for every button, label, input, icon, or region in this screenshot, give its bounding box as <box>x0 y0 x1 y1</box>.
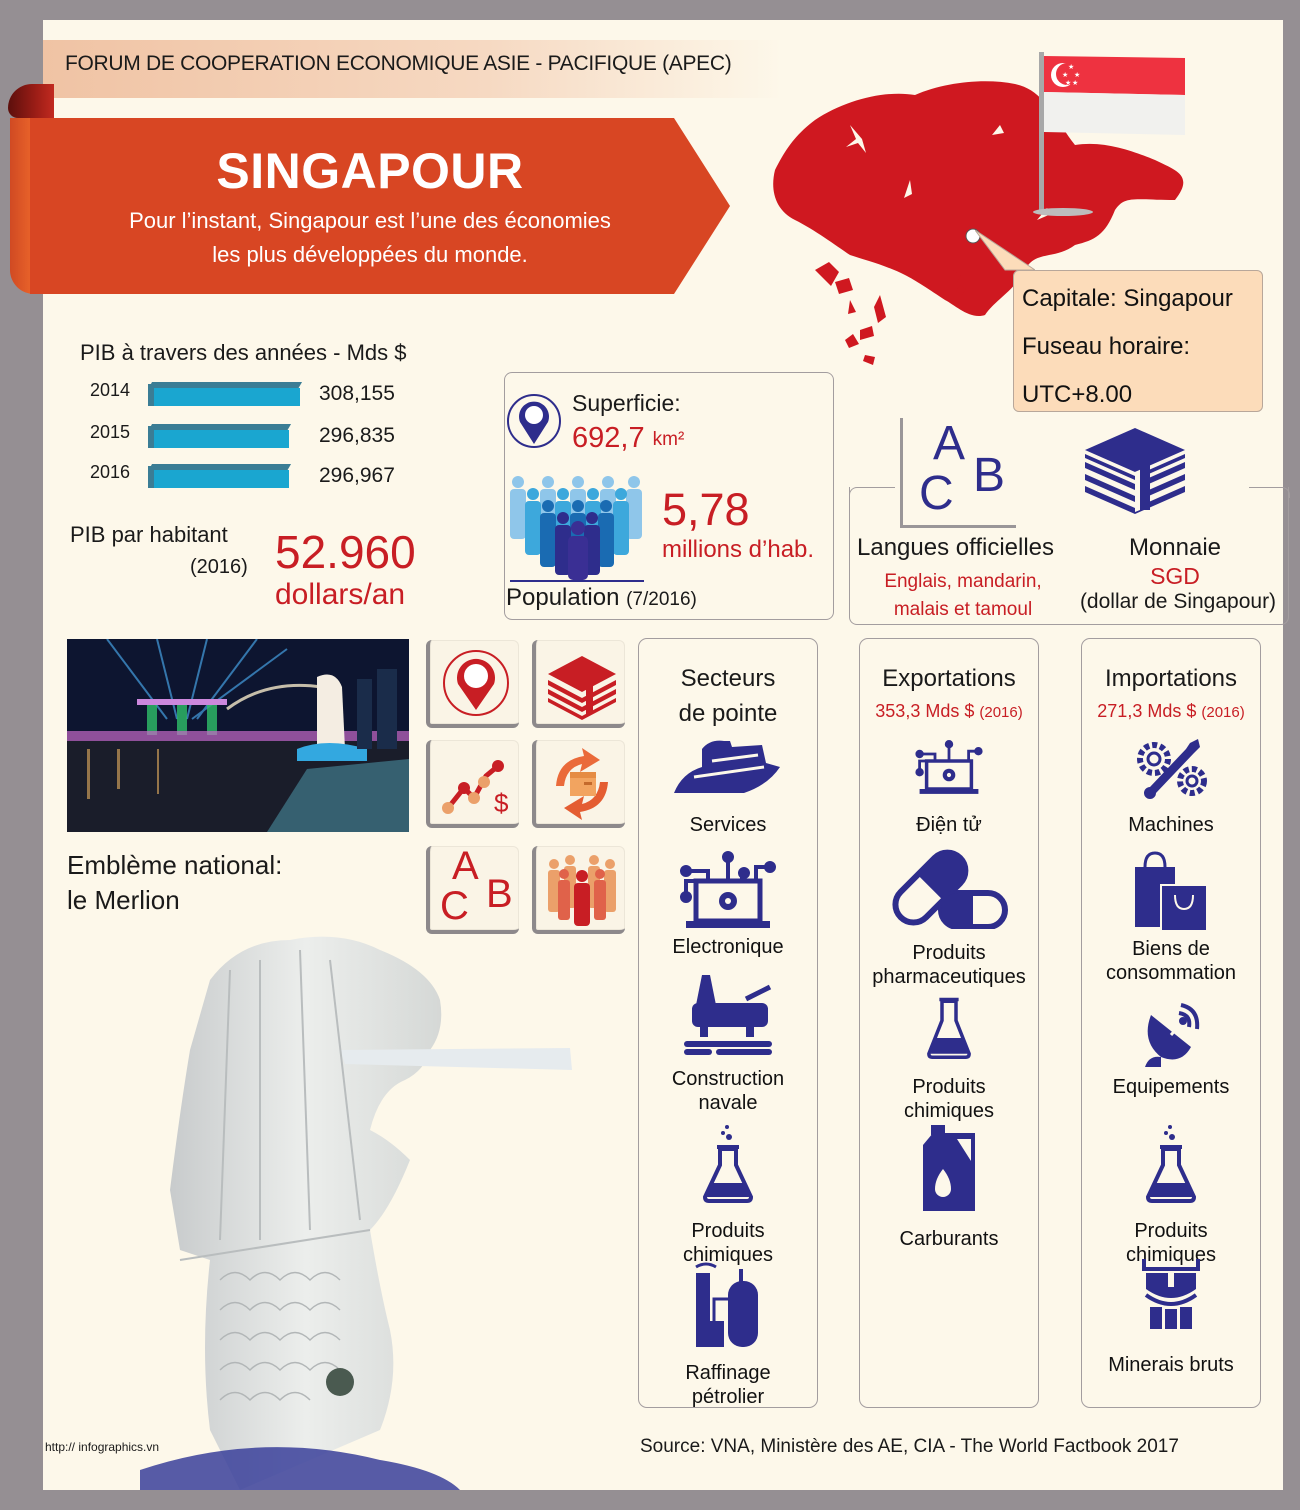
item-label: Services <box>689 814 767 836</box>
item-label: Điện tử <box>916 814 982 836</box>
gdp-per-capita-year: (2016) <box>190 556 248 578</box>
imports-title: Importations <box>1104 665 1238 692</box>
gdp-year: 2014 <box>90 380 131 400</box>
growth-chart-dollar-icon <box>438 746 514 820</box>
oil-rig-icon <box>682 973 774 1055</box>
gdp-bar <box>148 464 289 488</box>
refinery-icon <box>692 1261 764 1347</box>
capital-callout <box>1013 270 1263 412</box>
item-label <box>1082 937 1260 985</box>
exports-amount: 353,3 Mds $ <box>875 701 975 721</box>
gdp-bar <box>148 424 289 448</box>
letter-b: B <box>486 872 513 916</box>
emblem-label: Emblème national: <box>67 850 283 880</box>
item-label-line-1: Produits <box>912 1076 986 1098</box>
money-stack-icon <box>544 646 620 720</box>
import-item <box>1082 1259 1260 1377</box>
sectors-title-line-2: de pointe <box>678 700 778 727</box>
gdp-title: PIB à travers des années - Mds $ <box>80 340 407 365</box>
item-label-line-1: Produits <box>912 942 986 964</box>
imports-column <box>1081 638 1261 1408</box>
letter-c: C <box>919 467 954 520</box>
sectors-title <box>639 661 817 731</box>
item-label-line-2: chimiques <box>682 1244 774 1266</box>
item-label-line-1: Produits <box>691 1220 765 1242</box>
source-credit: Source: VNA, Ministère des AE, CIA - The World Factbook 2017 <box>640 1436 1179 1457</box>
gdp-per-capita-label: PIB par habitant <box>70 522 228 547</box>
capital-label: Capitale: Singapour <box>1022 285 1233 312</box>
abc-letters-icon <box>900 418 1016 528</box>
exports-year: (2016) <box>979 704 1023 721</box>
item-label: Minerais bruts <box>1108 1354 1234 1376</box>
emblem-value: le Merlion <box>67 885 180 915</box>
item-label: Electronique <box>672 936 784 958</box>
svg-text:★: ★ <box>1062 71 1069 79</box>
item-label <box>639 1219 817 1267</box>
export-item <box>860 847 1038 989</box>
exports-title: Exportations <box>882 665 1016 692</box>
import-item <box>1082 1123 1260 1267</box>
circuit-laptop-icon <box>914 737 984 799</box>
imports-value <box>1082 701 1260 722</box>
money-tile <box>532 640 625 728</box>
satellite-dish-icon <box>1141 1001 1201 1067</box>
svg-text:$: $ <box>494 788 509 818</box>
location-pin-icon <box>506 392 562 450</box>
shopping-bags-icon <box>1131 849 1211 931</box>
languages-line-2: malais et tamoul <box>893 599 1033 620</box>
item-label <box>639 1067 817 1115</box>
singapore-flag-icon <box>1025 50 1195 220</box>
item-label: Machines <box>1128 814 1214 836</box>
sector-item <box>639 851 817 959</box>
map-pin-icon <box>438 646 514 720</box>
import-item <box>1082 737 1260 837</box>
area-value <box>572 422 684 455</box>
population-label <box>506 584 697 612</box>
item-label-line-1: Biens de <box>1132 938 1210 960</box>
forum-title: FORUM DE COOPERATION ECONOMIQUE ASIE - PACIFIQUE (APEC) <box>65 52 732 75</box>
sector-item <box>639 1261 817 1409</box>
money-stack-icon <box>1080 420 1190 520</box>
gdp-row <box>90 380 430 408</box>
sector-item <box>639 973 817 1115</box>
item-label <box>860 941 1038 989</box>
gdp-row <box>90 422 430 450</box>
national-emblem-text <box>67 848 282 918</box>
page-title: SINGAPOUR <box>216 143 524 199</box>
flask-icon <box>924 989 974 1059</box>
svg-text:★: ★ <box>1065 79 1072 87</box>
sector-item <box>639 1123 817 1267</box>
divider <box>510 580 644 582</box>
gdp-value: 296,835 <box>319 424 395 447</box>
area-label: Superficie: <box>572 390 681 416</box>
exports-column <box>859 638 1039 1408</box>
mine-cart-icon <box>1140 1259 1202 1331</box>
subtitle-line-1: Pour l’instant, Singapour est l’une des économies <box>129 208 611 233</box>
imports-year: (2016) <box>1201 704 1245 721</box>
svg-text:★: ★ <box>1068 63 1075 71</box>
gdp-row <box>90 462 430 490</box>
item-label <box>639 1361 817 1409</box>
marina-bay-photo <box>67 639 409 832</box>
gdp-per-capita-unit: dollars/an <box>275 578 406 611</box>
letter-c: C <box>440 884 469 928</box>
page-subtitle <box>50 204 690 272</box>
svg-text:★: ★ <box>1072 79 1079 87</box>
currency-code: SGD <box>1150 563 1200 589</box>
leading-sectors-column <box>638 638 818 1408</box>
item-label-line-2: navale <box>698 1092 758 1114</box>
languages-line-1: Englais, mandarin, <box>884 571 1042 592</box>
gdp-year: 2016 <box>90 462 131 482</box>
website-credit: http:// infographics.vn <box>45 1440 160 1454</box>
area-number: 692,7 <box>572 422 645 454</box>
trade-tile <box>532 740 625 828</box>
pill-capsule-icon <box>889 847 1009 929</box>
cruise-ship-icon <box>672 737 784 797</box>
pin-tile <box>426 640 519 728</box>
currency-description: (dollar de Singapour) <box>1079 590 1277 613</box>
item-label-line-1: Construction <box>671 1068 785 1090</box>
merlion-statue-image <box>140 930 610 1490</box>
item-label: Carburants <box>899 1228 999 1250</box>
currency-title: Monnaie <box>1128 534 1222 561</box>
fuel-can-icon <box>921 1125 977 1211</box>
trade-exchange-box-icon <box>544 746 620 820</box>
population-date: (7/2016) <box>626 589 697 610</box>
item-label-line-2: consommation <box>1105 962 1237 984</box>
import-item <box>1082 1001 1260 1099</box>
item-label-line-1: Produits <box>1134 1220 1208 1242</box>
letter-a: A <box>933 417 966 470</box>
timezone-value: UTC+8.00 <box>1022 381 1133 408</box>
gdp-bar <box>148 382 300 406</box>
letter-b: B <box>973 449 1006 502</box>
import-item <box>1082 849 1260 985</box>
languages-title: Langues officielles <box>857 534 1055 561</box>
exports-value <box>860 701 1038 722</box>
flask-icon <box>703 1123 753 1203</box>
population-unit: millions d’hab. <box>662 536 815 563</box>
gdp-per-capita-value: 52.960 <box>275 526 416 578</box>
people-tile <box>532 846 625 934</box>
imports-amount: 271,3 Mds $ <box>1097 701 1197 721</box>
population-value: 5,78 <box>662 484 750 535</box>
export-item <box>860 1125 1038 1251</box>
export-item <box>860 989 1038 1123</box>
export-item <box>860 737 1038 837</box>
circuit-laptop-icon <box>678 851 778 931</box>
item-label: Equipements <box>1112 1076 1230 1098</box>
item-label-line-2: chimiques <box>1125 1244 1217 1266</box>
sector-item <box>639 737 817 837</box>
gdp-year: 2015 <box>90 422 131 442</box>
item-label-line-2: pharmaceutiques <box>872 966 1026 988</box>
growth-tile <box>426 740 519 828</box>
gdp-value: 308,155 <box>319 382 395 405</box>
item-label <box>860 1075 1038 1123</box>
timezone-label: Fuseau horaire: <box>1022 333 1191 360</box>
area-unit: km² <box>652 429 685 450</box>
ribbon-curl <box>8 84 54 118</box>
population-title: Population <box>506 584 620 611</box>
subtitle-line-2: les plus développées du monde. <box>212 242 528 267</box>
languages-value <box>868 568 1058 624</box>
gdp-value: 296,967 <box>319 464 395 487</box>
people-group-icon <box>544 852 620 926</box>
letters-tile <box>426 846 519 934</box>
item-label-line-1: Raffinage <box>685 1362 771 1384</box>
item-label-line-2: pétrolier <box>691 1386 765 1408</box>
gears-wrench-icon <box>1130 737 1212 803</box>
svg-text:★: ★ <box>1074 71 1081 79</box>
people-crowd-icon <box>506 472 646 580</box>
sectors-title-line-1: Secteurs <box>680 665 776 692</box>
flask-icon <box>1146 1123 1196 1203</box>
item-label-line-2: chimiques <box>903 1100 995 1122</box>
letter-a: A <box>452 844 479 888</box>
